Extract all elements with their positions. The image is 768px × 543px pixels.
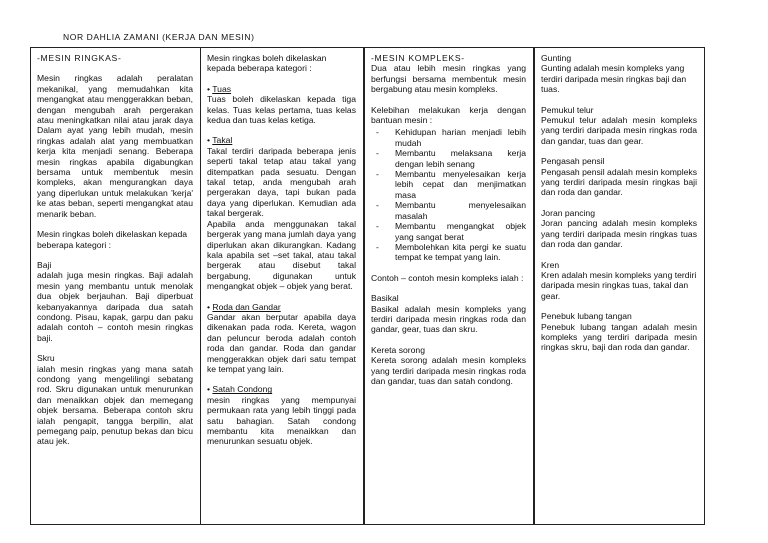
pengasah-title: Pengasah pensil [541, 156, 605, 167]
tuas-title: • Tuas [207, 83, 232, 94]
pemukul-text: Pemukul telur adalah mesin kompleks yang terdiri daripada mesin ringkas roda dan gandar, tuas dan gear. [541, 115, 697, 146]
column-mesin-ringkas [30, 47, 201, 525]
basikal-text: Basikal adalah mesin kompleks yang terdiri daripada mesin ringkas roda dan gandar, gear, tuas dan skru. [371, 303, 526, 335]
bullet-mark: - [376, 200, 379, 211]
kren-text: Kren adalah mesin kompleks yang terdiri daripada mesin ringkas tuas, takal dan gear. [541, 269, 697, 301]
roda-text: Gandar akan berputar apabila daya dikenakan pada roda. Kereta, wagon dan peluncur beroda adalah contoh roda dan gandar. Roda dan gandar menggerakkan objek dari satu tempat ke tempat yang lain. [207, 311, 356, 374]
intro-paragraph: Mesin ringkas adalah peralatan mekanikal, yang memudahkan kita mengangkat atau menggerakkan beban, dengan mengubah arah pergerakan atau meningkatkan nilai atau jarak daya Dalam ayat yang lebih mudah, mesin ringkas adalah alat yang membuatkan kerja kita menjadi senang. Beberapa mesin ringkas apabila digabungkan bersama untuk membentuk mesin kompleks, akan mengurangkan daya yang diperlukan untuk melakukan 'kerja' ke atas beban, seperti mengangkat atau menarik beban. [37, 73, 193, 219]
page-header: NOR DAHLIA ZAMANI (KERJA DAN MESIN) [63, 32, 255, 42]
bullet-mark: - [376, 169, 379, 180]
list-item: - Membantu menyelesaikan masalah [376, 200, 526, 221]
satah-title: • Satah Condong [207, 384, 273, 395]
joran-title: Joran pancing [541, 207, 595, 218]
takal-title-text: Takal [212, 135, 233, 146]
intro-paragraph: Dua atau lebih mesin ringkas yang berfungsi bersama membentuk mesin bergabung atau mesin kompleks. [371, 63, 526, 95]
bullet-mark: - [376, 241, 379, 252]
benefits-list [371, 127, 526, 262]
joran-text: Joran pancing adalah mesin kompleks yang terdiri daripada mesin ringkas tuas dan roda dan gandar. [541, 218, 697, 250]
tuas-title-text: Tuas [212, 83, 232, 94]
tuas-text: Tuas boleh dikelaskan kepada tiga kelas. Tuas kelas pertama, tuas kelas kedua dan tuas kelas ketiga. [207, 94, 356, 126]
list-item: - Membolehkan kita pergi ke suatu tempat ke tempat yang lain. [376, 241, 526, 263]
bullet-mark: - [376, 127, 379, 138]
column-kategori [200, 47, 364, 525]
skru-title: Skru [37, 353, 55, 364]
takal-text-1: Takal terdiri daripada beberapa jenis seperti takal tetap atau takal yang ditempatkan pada sesuatu. Dengan takal tetap, anda mengubah arah pergerakan daya, tapi bukan pada daya yang diperlukan. Kemudian ada takal bergerak. [207, 145, 356, 219]
penebuk-title: Penebuk lubang tangan [541, 311, 632, 322]
bullet-mark: - [376, 221, 379, 232]
column-mesin-kompleks [364, 47, 534, 525]
bullet-mark: - [376, 148, 379, 159]
benefits-intro: Kelebihan melakukan kerja dengan bantuan mesin : [371, 104, 526, 126]
takal-title: • Takal [207, 135, 233, 146]
basikal-title: Basikal [371, 293, 399, 304]
kereta-title: Kereta sorong [371, 344, 425, 355]
roda-title-text: Roda dan Gandar [212, 301, 281, 312]
list-item: - Kehidupan harian menjadi lebih mudah [376, 127, 526, 148]
gunting-text: Gunting adalah mesin kompleks yang terdiri daripada mesin ringkas baji dan tuas. [541, 63, 687, 95]
categories-intro: Mesin ringkas boleh dikelaskan kepada beberapa kategori : [207, 53, 327, 74]
section-heading: -MESIN KOMPLEKS- [371, 53, 465, 63]
roda-title: • Roda dan Gandar [207, 301, 281, 312]
satah-text: mesin ringkas yang mempunyai permukaan rata yang lebih tinggi pada satu bahagian. Satah condong membantu kita menaikkan dan menurunkan sesuatu objek. [207, 394, 356, 447]
gunting-title: Gunting [541, 53, 572, 63]
column-contoh [534, 47, 705, 525]
pengasah-text: Pengasah pensil adalah mesin kompleks yang terdiri daripada mesin ringkas baji dan roda dan gandar. [541, 166, 697, 198]
skru-text: ialah mesin ringkas yang mana satah condong yang mengelilingi sebatang rod. Skru digunakan untuk menurunkan dan menaikkan objek dan memegang objek bersama. Beberapa contoh skru ialah pengapit, tangga berpilin, alat pemegang paip, penutup bekas dan bicu atau jek. [37, 363, 193, 447]
section-heading: -MESIN RINGKAS- [37, 53, 122, 63]
kereta-text: Kereta sorong adalah mesin kompleks yang terdiri daripada mesin ringkas roda dan gandar, tuas dan satah condong. [371, 355, 526, 386]
examples-intro: Contoh – contoh mesin kompleks ialah : [371, 272, 524, 283]
baji-title: Baji [37, 259, 52, 270]
list-item: - Membantu mengangkat objek yang sangat berat [376, 221, 526, 242]
list-item: - Membantu melaksana kerja dengan lebih senang [376, 148, 526, 169]
satah-title-text: Satah Condong [212, 384, 273, 395]
list-item: - Membantu menyelesaikan kerja lebih cepat dan menjimatkan masa [376, 169, 526, 200]
kren-title: Kren [541, 259, 560, 270]
pemukul-title: Pemukul telur [541, 104, 594, 115]
takal-text-2: Apabila anda menggunakan takal bergerak yang mana jumlah daya yang diperlukan akan dikurangkan. Kadang kala apabila set –set takal, atau takal bergerak atau disebut takal bergabung, digunakan untuk mengangkat objek – objek yang berat. [207, 218, 356, 292]
baji-text: adalah juga mesin ringkas. Baji adalah mesin yang membantu untuk menolak dua objek berjauhan. Baji diperbuat kebanyakannya daripada dua satah condong. Pisau, kapak, garpu dan paku adalah contoh – contoh mesin ringkas baji. [37, 270, 193, 343]
penebuk-text: Penebuk lubang tangan adalah mesin kompleks yang terdiri daripada mesin ringkas skru, baji dan roda dan gandar. [541, 321, 697, 353]
categories-intro: Mesin ringkas boleh dikelaskan kepada beberapa kategori : [37, 229, 188, 250]
